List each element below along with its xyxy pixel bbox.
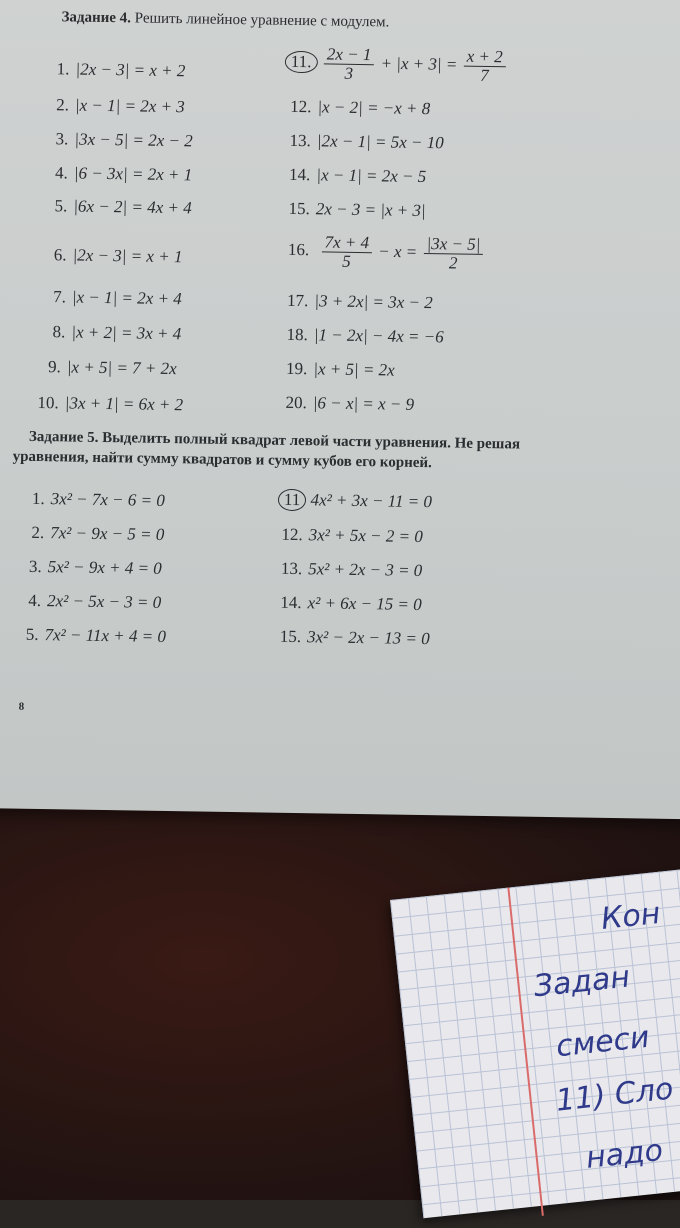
- eq-number: 12.: [290, 96, 312, 117]
- task4-eq-10: [37, 393, 183, 415]
- eq-text: |3x − 5| = 2x − 2: [74, 129, 193, 151]
- eq-text: |6 − x| = x − 9: [312, 393, 415, 414]
- eq-text: 7x² − 9x − 5 = 0: [50, 523, 165, 544]
- eq-text: 2x² − 5x − 3 = 0: [46, 591, 162, 612]
- eq-number: 9.: [47, 357, 61, 377]
- eq-number: 15.: [279, 626, 302, 647]
- eq-number: 16.: [287, 240, 310, 260]
- handwriting-line-3: смеси: [554, 1019, 652, 1065]
- eq-number: 4.: [28, 590, 42, 611]
- task4-eq-12: [290, 97, 430, 119]
- task5-eq-4: [28, 591, 161, 613]
- eq-number: 15.: [288, 198, 310, 219]
- task4-eq-7: [53, 287, 182, 309]
- task5-eq-3: [29, 557, 162, 579]
- task4-eq-4: [55, 163, 192, 185]
- denominator: 7: [480, 65, 489, 85]
- task5-eq-13: [281, 559, 423, 581]
- circled-number-11: 11.: [285, 51, 318, 74]
- handwriting-line-1: Кон: [599, 895, 662, 937]
- eq-number: 4.: [54, 163, 69, 183]
- fraction: [321, 233, 372, 271]
- page-number: 8: [18, 700, 25, 713]
- eq-text: |3 + 2x| = 3x − 2: [314, 291, 433, 313]
- eq-number: 3.: [28, 556, 42, 577]
- task4-eq-11: [285, 45, 508, 85]
- eq-text: 3x² − 2x − 13 = 0: [306, 627, 430, 649]
- task4-eq-13: [289, 131, 443, 153]
- task4-eq-5: [54, 196, 191, 218]
- eq-number: 12.: [281, 524, 303, 545]
- eq-number: 1.: [56, 59, 70, 79]
- eq-number: 2.: [31, 522, 45, 543]
- task5-heading-text: Выделить полный квадрат левой части уравнения. Не решая: [102, 429, 521, 453]
- fraction: [423, 235, 483, 273]
- eq-number: 14.: [288, 164, 311, 185]
- circled-number-11: 11: [278, 489, 307, 511]
- eq-number: 13.: [280, 558, 303, 579]
- task4-eq-8: [52, 322, 181, 344]
- denominator: 2: [448, 253, 458, 273]
- numerator: |3x − 5|: [423, 235, 483, 255]
- handwriting-line-4: 11) Сло: [554, 1071, 676, 1119]
- task4-eq-20: [285, 393, 414, 415]
- task5-heading-label: Задание 5.: [28, 428, 99, 446]
- eq-text: 3x² + 5x − 2 = 0: [308, 525, 423, 547]
- eq-number: 6.: [53, 245, 67, 265]
- eq-text: |x − 1| = 2x + 4: [71, 287, 182, 309]
- eq-text: 5x² + 2x − 3 = 0: [308, 559, 423, 581]
- task5-eq-2: [31, 523, 164, 545]
- eq-number: 14.: [280, 592, 302, 613]
- fraction: [323, 45, 374, 83]
- task4-eq-17: [287, 291, 433, 313]
- eq-text: + |x + 3| =: [380, 53, 458, 74]
- eq-text: 7x² − 11x + 4 = 0: [44, 625, 167, 646]
- eq-number: 3.: [55, 129, 69, 149]
- task4-eq-6: [54, 245, 183, 267]
- eq-text: x² + 6x − 15 = 0: [307, 593, 422, 615]
- task4-heading-text: Решить линейное уравнение с модулем.: [134, 10, 390, 31]
- eq-number: 18.: [286, 324, 308, 345]
- task5-eq-15: [280, 627, 430, 649]
- task5-eq-5: [26, 625, 166, 647]
- eq-number: 7.: [53, 287, 67, 307]
- eq-number: 5.: [54, 196, 68, 216]
- task4-heading-label: Задание 4.: [61, 9, 132, 27]
- numerator: 2x − 1: [324, 45, 375, 65]
- task4-eq-18: [286, 325, 443, 347]
- notebook-margin-line: [507, 887, 543, 1215]
- task5-eq-11: [278, 489, 432, 513]
- task4-eq-19: [286, 359, 395, 381]
- eq-text: |2x − 3| = x + 1: [72, 245, 183, 267]
- fraction: [463, 48, 506, 86]
- eq-text: |x + 2| = 3x + 4: [71, 322, 182, 344]
- eq-text: |x − 2| = −x + 8: [317, 97, 431, 119]
- eq-number: 5.: [25, 624, 39, 644]
- handwriting-line-5: надо: [584, 1132, 665, 1176]
- eq-number: 10.: [37, 392, 59, 413]
- notebook-page: [390, 867, 680, 1219]
- task4-eq-9: [48, 357, 177, 379]
- task4-eq-2: [56, 95, 185, 117]
- eq-text: |x + 5| = 7 + 2x: [66, 357, 177, 379]
- task5-eq-12: [281, 525, 423, 547]
- numerator: x + 2: [464, 48, 506, 68]
- eq-text: 2x − 3 = |x + 3|: [315, 199, 426, 221]
- eq-text: |2x − 3| = x + 2: [75, 59, 186, 81]
- eq-text: − x =: [378, 241, 418, 262]
- task5-heading-line2: уравнения, найти сумму квадратов и сумму кубов его корней.: [12, 448, 432, 472]
- eq-number: 13.: [289, 130, 312, 151]
- eq-text: |x − 1| = 2x − 5: [316, 165, 427, 187]
- eq-number: 19.: [285, 358, 308, 379]
- eq-text: |x + 5| = 2x: [313, 359, 395, 380]
- numerator: 7x + 4: [321, 233, 372, 253]
- denominator: 5: [342, 251, 351, 271]
- task4-eq-15: [288, 199, 425, 221]
- eq-number: 1.: [31, 488, 45, 509]
- task4-eq-16: [288, 233, 486, 273]
- eq-text: |3x + 1| = 6x + 2: [64, 393, 184, 415]
- eq-text: |6x − 2| = 4x + 4: [73, 196, 192, 218]
- task4-eq-14: [289, 165, 426, 187]
- eq-text: |1 − 2x| − 4x = −6: [313, 325, 444, 347]
- eq-text: 3x² − 7x − 6 = 0: [50, 489, 165, 510]
- eq-text: |6 − 3x| = 2x + 1: [73, 163, 193, 185]
- eq-number: 8.: [52, 322, 66, 342]
- task5-eq-14: [280, 593, 422, 615]
- eq-text: |2x − 1| = 5x − 10: [316, 131, 444, 153]
- task5-eq-1: [32, 489, 165, 511]
- eq-number: 2.: [56, 95, 70, 115]
- denominator: 3: [344, 63, 354, 83]
- eq-number: 17.: [286, 290, 309, 311]
- handwriting-line-2: Задан: [532, 959, 632, 1005]
- task4-eq-1: [57, 59, 186, 81]
- eq-number: 20.: [285, 392, 307, 413]
- eq-text: |x − 1| = 2x + 3: [74, 95, 185, 117]
- task4-eq-3: [55, 129, 192, 151]
- task4-heading: [61, 9, 389, 31]
- eq-text: 5x² − 9x + 4 = 0: [47, 557, 162, 578]
- eq-text: 4x² + 3x − 11 = 0: [310, 490, 433, 512]
